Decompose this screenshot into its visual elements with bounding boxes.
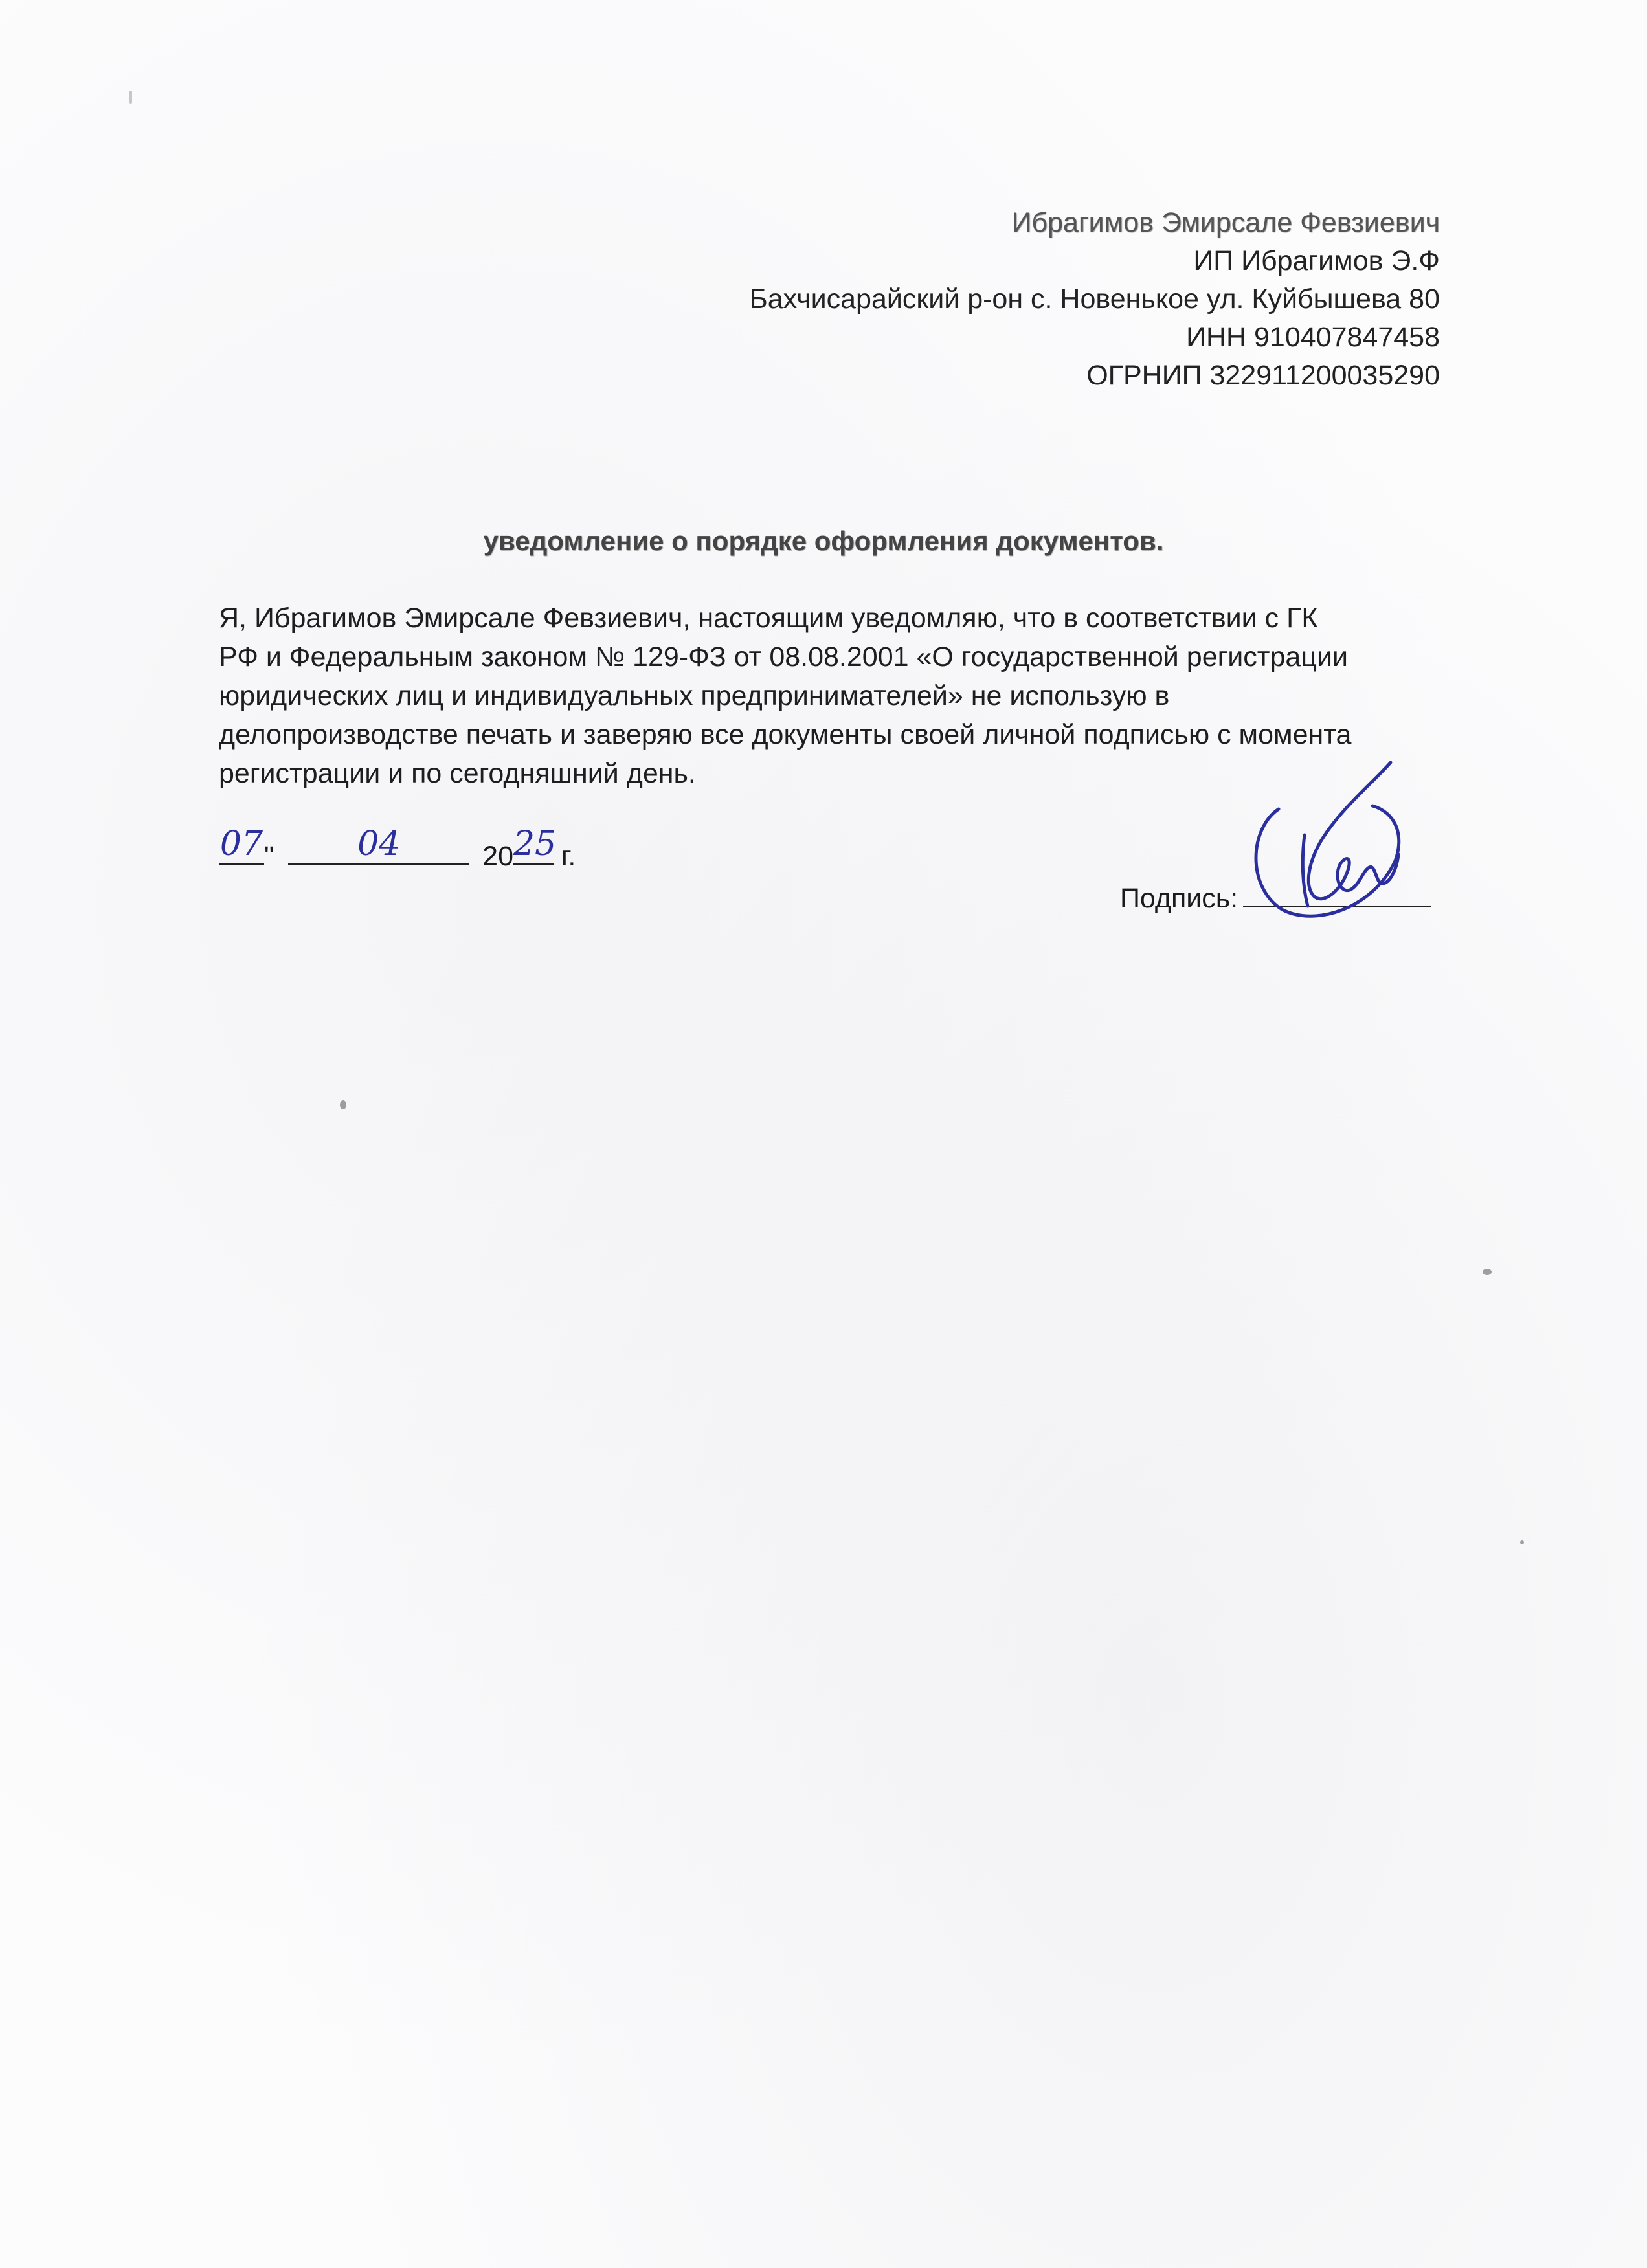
body-line: регистрации и по сегодняшний день. <box>219 758 696 789</box>
scan-speck <box>1520 1540 1524 1544</box>
date-day-handwritten: 07 <box>219 825 263 863</box>
body-line: юридических лиц и индивидуальных предпринимателей» не использую в <box>219 680 1170 711</box>
date-year-field <box>513 825 557 865</box>
date-close-quote: " <box>264 841 274 872</box>
scan-speck <box>1483 1269 1492 1275</box>
date-month-handwritten: 04 <box>357 825 401 863</box>
sender-entrepreneur: ИП Ибрагимов Э.Ф <box>1193 245 1440 276</box>
document-title: уведомление о порядке оформления документов. <box>483 526 1164 556</box>
handwritten-signature <box>1243 757 1411 926</box>
sender-full-name: Ибрагимов Эмирсале Февзиевич <box>1011 207 1440 238</box>
body-line: делопроизводстве печать и заверяю все документы своей личной подписью с момента <box>219 719 1352 750</box>
date-line <box>219 825 576 876</box>
signature-label: Подпись: <box>1120 883 1238 914</box>
scan-speck <box>129 91 132 104</box>
date-month-field <box>288 825 469 865</box>
date-year-handwritten: 25 <box>513 825 557 863</box>
sender-inn: ИНН 910407847458 <box>1186 322 1440 353</box>
sender-details <box>750 204 1440 395</box>
body-line: Я, Ибрагимов Эмирсале Февзиевич, настоящим уведомляю, что в соответствии с ГК <box>219 603 1318 634</box>
scan-speck <box>340 1100 346 1109</box>
date-year-prefix: 20 <box>482 841 514 872</box>
sender-address: Бахчисарайский р-он с. Новенькое ул. Куйбышева 80 <box>749 284 1440 315</box>
date-day-field <box>219 825 264 865</box>
date-year-suffix: г. <box>561 841 576 872</box>
sender-ogrnip: ОГРНИП 322911200035290 <box>1086 360 1440 391</box>
body-line: РФ и Федеральным законом № 129-ФЗ от 08.08.2001 «О государственной регистрации <box>219 641 1348 673</box>
